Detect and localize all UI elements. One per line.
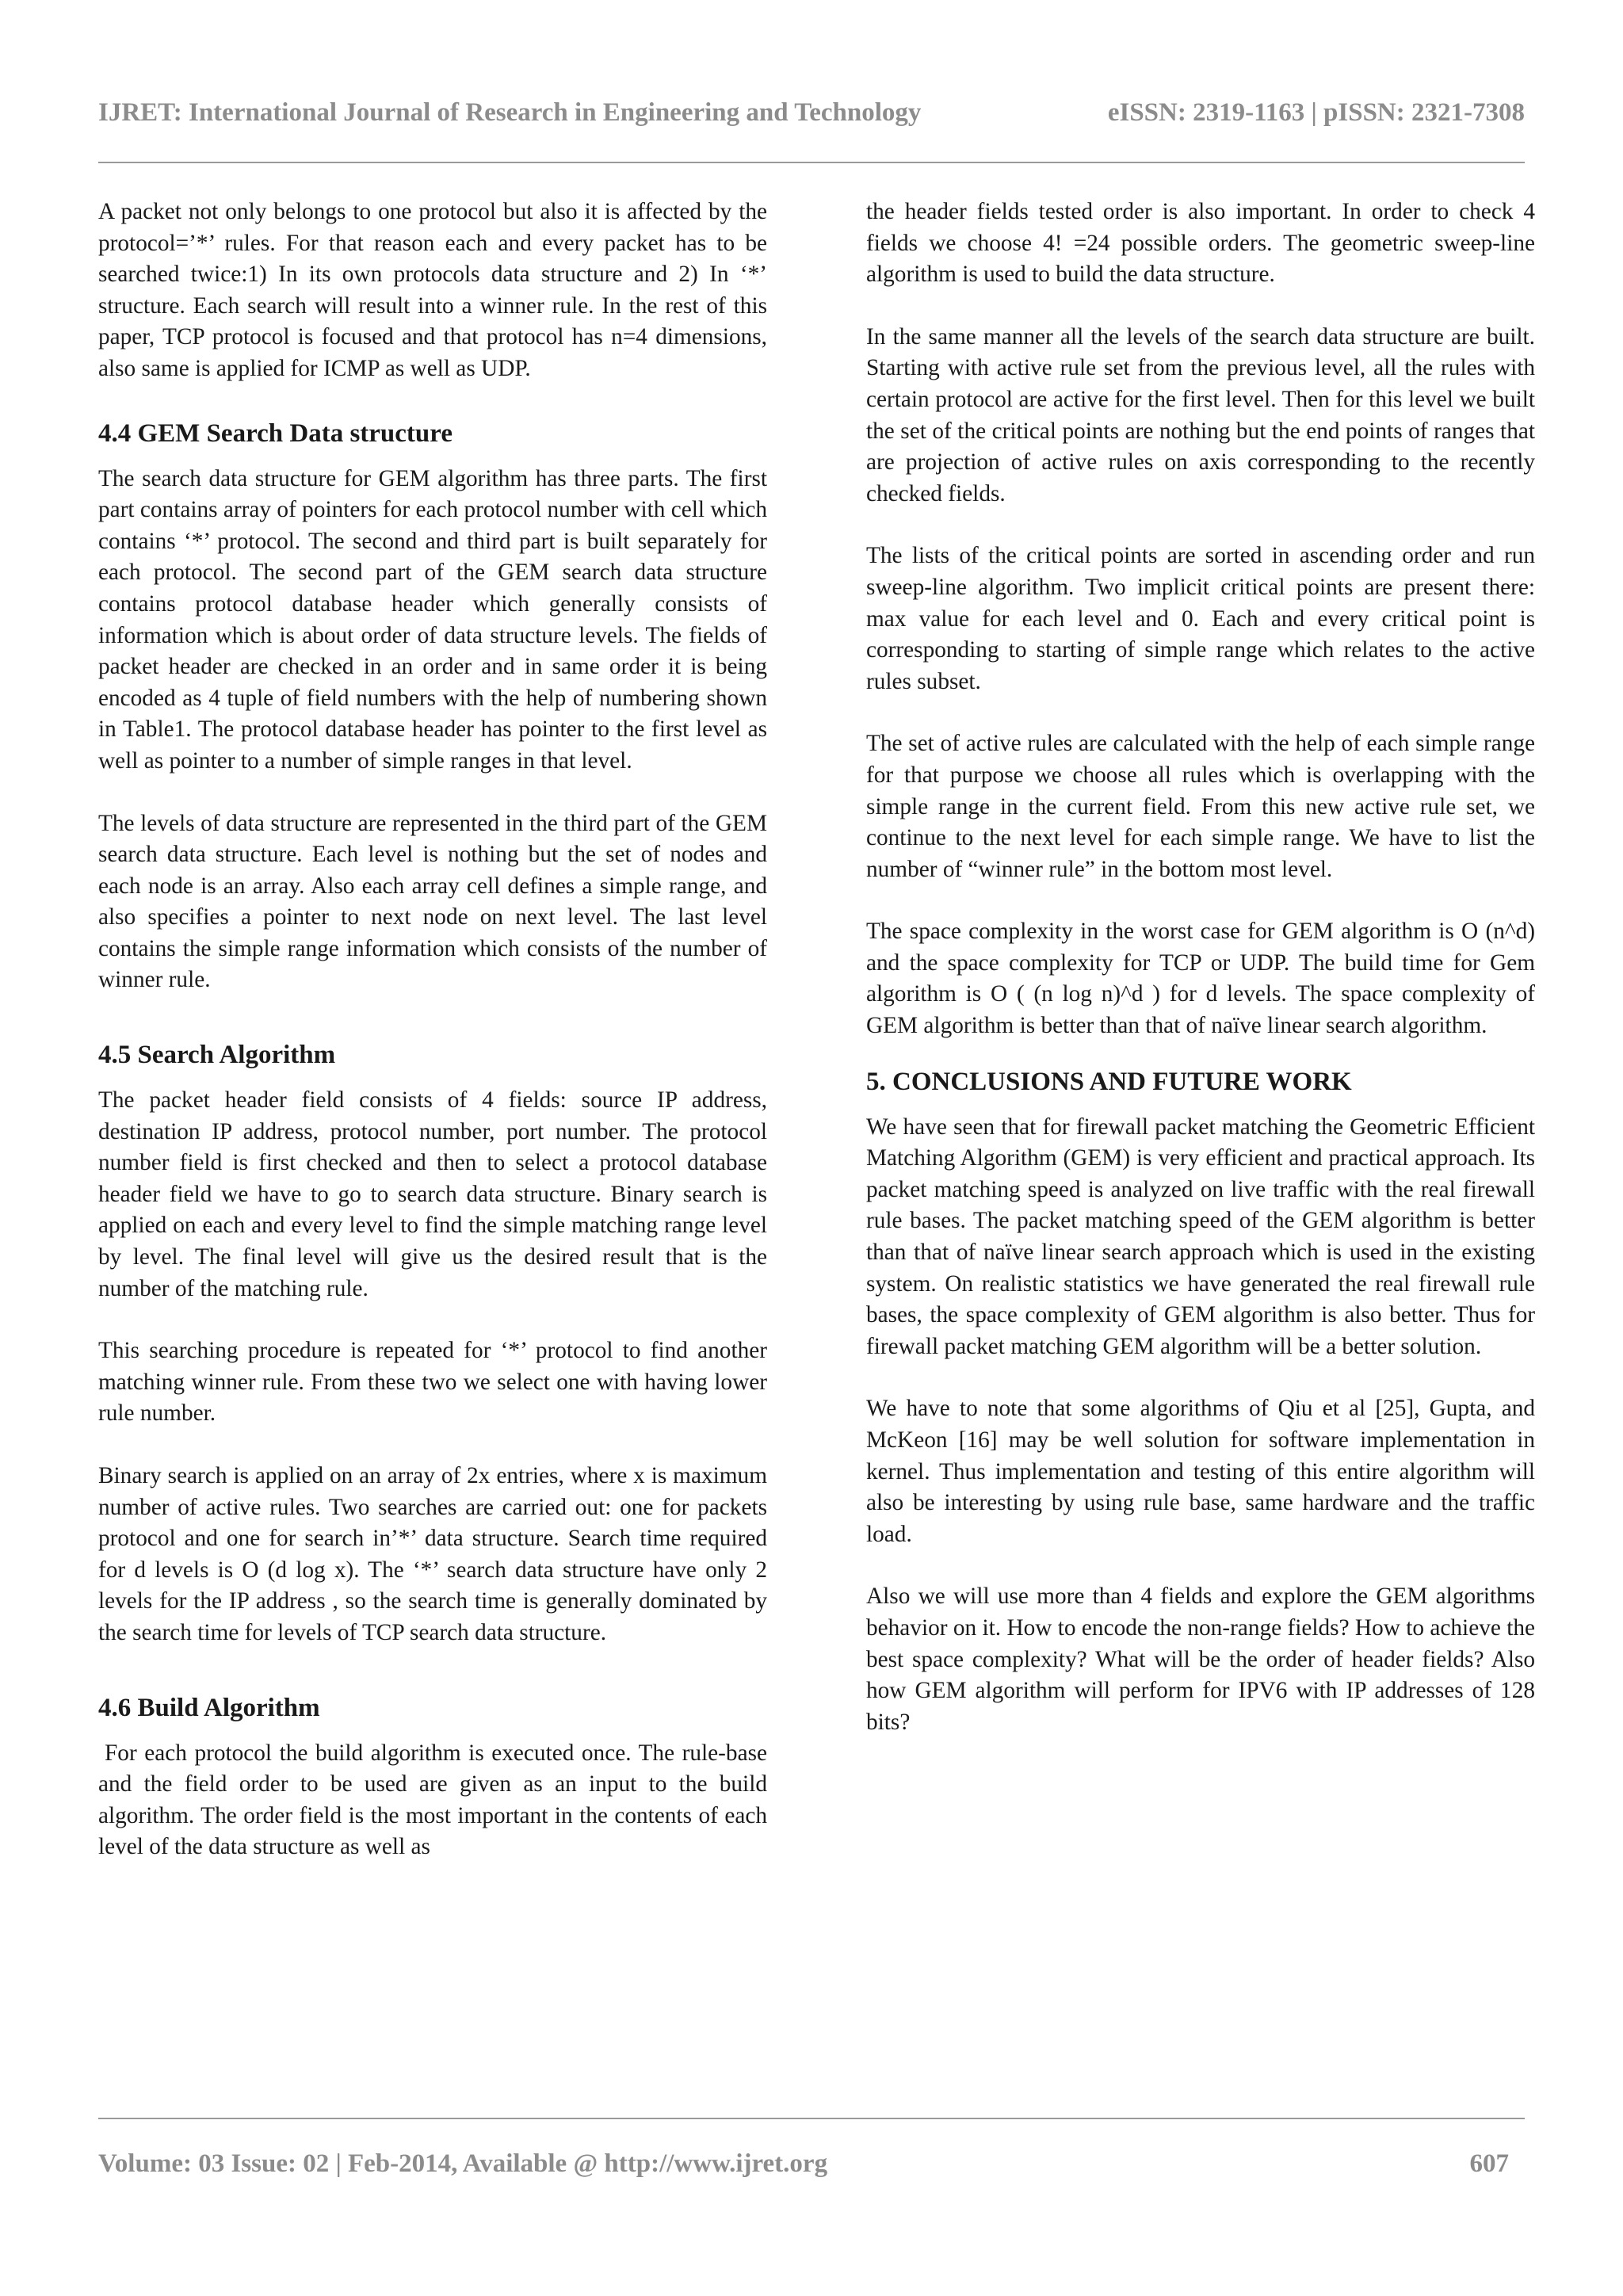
paragraph: We have to note that some algorithms of Qiu et al [25], Gupta, and McKeon [16] may be well solution for software implementation in kernel. Thus implementation and testing of this entire algorithm will also be interesting by using rule base, same hardware and the traffic load. bbox=[866, 1396, 1535, 1547]
paragraph: The space complexity in the worst case for GEM algorithm is O (n^d) and the space complexity for TCP or UDP. The build time for Gem algorithm is O ( (n log n)^d ) for d levels. The space complexity of GEM algorithm is better than that of naïve linear search algorithm. bbox=[866, 919, 1535, 1039]
section-heading-4-4: 4.4 GEM Search Data structure bbox=[98, 418, 453, 448]
paragraph: The search data structure for GEM algorithm has three parts. The first part contains array of pointers for each protocol number with cell which contains ‘*’ protocol. The second and third part is built separately for each protocol. The second part of the GEM search data structure contains protocol database header which generally consists of information which is about order of data structure levels. The fields of packet header are checked in an order and in same order it is being encoded as 4 tuple of field numbers with the help of numbering shown in Table1. The protocol database header has pointer to the first level as well as pointer to a number of simple ranges in that level. bbox=[98, 465, 767, 774]
paragraph: the header fields tested order is also important. In order to check 4 fields we choose 4! =24 possible orders. The geometric sweep-line algorithm is used to build the data structure. bbox=[866, 199, 1535, 288]
paragraph: The lists of the critical points are sorted in ascending order and run sweep-line algorithm. Two implicit critical points are present there: max value for each level and 0. Each and every critical point is corresponding to starting of simple range which relates to the active rules subset. bbox=[866, 543, 1535, 694]
paragraph: In the same manner all the levels of the search data structure are built. Starting with active rule set from the previous level, all the rules with certain protocol are active for the first level. Then for this level we built the set of the critical points are nothing but the end points of ranges that are projection of active rules on axis corresponding to the recently checked fields. bbox=[866, 323, 1535, 506]
section-heading-5: 5. CONCLUSIONS AND FUTURE WORK bbox=[866, 1067, 1352, 1096]
volume-info: Volume: 03 Issue: 02 | Feb-2014, Available @ http://www.ijret.org bbox=[98, 2149, 828, 2178]
issn-label: eISSN: 2319-1163 | pISSN: 2321-7308 bbox=[1107, 98, 1525, 127]
footer-divider bbox=[98, 2118, 1525, 2119]
paragraph: Binary search is applied on an array of 2x entries, where x is maximum number of active rules. Two searches are carried out: one for packets protocol and one for search in’*’ data structure. Search time required for d levels is O (d log x). The ‘*’ search data structure have only 2 levels for the IP address , so the search time is generally dominated by the search time for levels of TCP search data structure. bbox=[98, 1463, 767, 1645]
paragraph: This searching procedure is repeated for ‘*’ protocol to find another matching winner rule. From these two we select one with having lower rule number. bbox=[98, 1338, 767, 1427]
paragraph: The packet header field consists of 4 fields: source IP address, destination IP address, protocol number, port number. The protocol number field is first checked and then to select a protocol database header field we have to go to search data structure. Binary search is applied on each and every level to find the simple matching range level by level. The final level will give us the desired result that is the number of the matching rule. bbox=[98, 1087, 767, 1301]
right-column bbox=[866, 197, 1535, 1769]
running-footer bbox=[98, 2149, 1525, 2186]
page-number: 607 bbox=[1469, 2149, 1509, 2178]
paragraph: For each protocol the build algorithm is executed once. The rule-base and the field order to be used are given as an input to the build algorithm. The order field is the most important in the contents of each level of the data structure as well as bbox=[98, 1740, 767, 1860]
paragraph: Also we will use more than 4 fields and explore the GEM algorithms behavior on it. How to encode the non-range fields? How to achieve the best space complexity? What will be the order of header fields? Also how GEM algorithm will perform for IPV6 with IP addresses of 128 bits? bbox=[866, 1584, 1535, 1735]
paragraph: A packet not only belongs to one protocol but also it is affected by the protocol=’*’ rules. For that reason each and every packet has to be searched twice:1) In its own protocols data structure and 2) In ‘*’ structure. Each search will result into a winner rule. In the rest of this paper, TCP protocol is focused and that protocol has n=4 dimensions, also same is applied for ICMP as well as UDP. bbox=[98, 199, 767, 381]
section-heading-4-6: 4.6 Build Algorithm bbox=[98, 1693, 320, 1722]
header-divider bbox=[98, 162, 1525, 163]
paragraph: The set of active rules are calculated with the help of each simple range for that purpose we choose all rules which is overlapping with the simple range in the current field. From this new active rule set, we continue to the next level for each simple range. We have to list the number of “winner rule” in the bottom most level. bbox=[866, 731, 1535, 882]
paragraph: We have seen that for firewall packet matching the Geometric Efficient Matching Algorithm (GEM) is very efficient and practical approach. Its packet matching speed is analyzed on live traffic with the real firewall rule bases. The packet matching speed of the GEM algorithm is better than that of naïve linear search approach which is used in the existing system. On realistic statistics we have generated the real firewall rule bases, the space complexity of GEM algorithm is also better. Thus for firewall packet matching GEM algorithm will be a better solution. bbox=[866, 1114, 1535, 1359]
paragraph: The levels of data structure are represented in the third part of the GEM search data structure. Each level is nothing but the set of nodes and each node is an array. Also each array cell defines a simple range, and also specifies a pointer to next node on next level. The last level contains the simple range information which consists of the number of winner rule. bbox=[98, 810, 767, 993]
left-column bbox=[98, 197, 767, 1894]
running-header bbox=[98, 98, 1525, 135]
section-heading-4-5: 4.5 Search Algorithm bbox=[98, 1041, 336, 1070]
journal-title: IJRET: International Journal of Research in Engineering and Technology bbox=[98, 98, 922, 127]
